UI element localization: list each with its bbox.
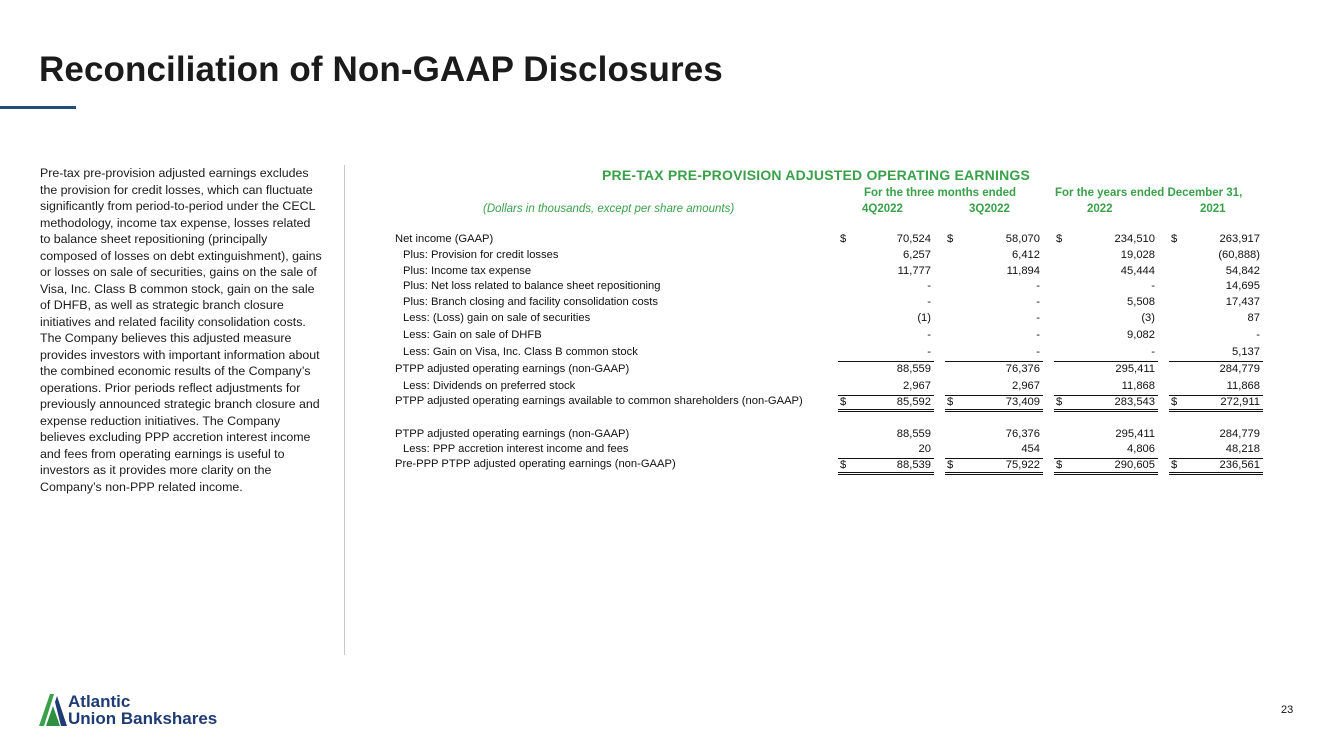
row-label: Less: PPP accretion interest income and fees xyxy=(403,443,629,455)
table-row xyxy=(395,280,1263,296)
dollar-sign: $ xyxy=(1056,396,1063,408)
dollar-sign: $ xyxy=(840,233,847,245)
cell-value: - xyxy=(927,280,931,292)
row-label: Pre-PPP PTPP adjusted operating earnings (non-GAAP) xyxy=(395,458,676,470)
page-title: Reconciliation of Non-GAAP Disclosures xyxy=(39,50,723,89)
cell-value: - xyxy=(927,329,931,341)
cell-value: 290,605 xyxy=(1114,459,1155,471)
table-row xyxy=(395,428,1263,444)
cell-value: 272,911 xyxy=(1220,396,1260,408)
table-row xyxy=(395,265,1263,281)
cell-value: 85,592 xyxy=(896,396,931,408)
dollar-sign: $ xyxy=(1056,459,1063,471)
table-row xyxy=(395,395,1263,411)
cell-value: (60,888) xyxy=(1218,249,1260,261)
cell-value: 234,510 xyxy=(1114,233,1155,245)
cell-value: 87 xyxy=(1247,312,1260,324)
logo-mark-icon xyxy=(39,692,67,728)
cell-value: - xyxy=(1036,280,1040,292)
dollar-sign: $ xyxy=(947,459,954,471)
table-row xyxy=(395,458,1263,474)
cell-value: - xyxy=(1036,346,1040,358)
cell-value: 11,868 xyxy=(1226,380,1260,392)
col-header-4q2022: 4Q2022 xyxy=(862,203,903,215)
cell-value: 11,894 xyxy=(1006,265,1040,277)
cell-value: - xyxy=(1036,329,1040,341)
row-label: PTPP adjusted operating earnings available to common shareholders (non-GAAP) xyxy=(395,395,803,407)
cell-value: - xyxy=(1256,329,1260,341)
cell-value: - xyxy=(1036,296,1040,308)
cell-value: - xyxy=(1151,280,1155,292)
cell-value: 295,411 xyxy=(1115,428,1155,440)
cell-value: 284,779 xyxy=(1219,363,1260,375)
table-row xyxy=(395,443,1263,459)
cell-value: 54,842 xyxy=(1225,265,1260,277)
cell-value: 236,561 xyxy=(1219,459,1260,471)
cell-value: 76,376 xyxy=(1005,428,1040,440)
cell-value: - xyxy=(927,296,931,308)
dollar-sign: $ xyxy=(947,396,954,408)
cell-value: 14,695 xyxy=(1225,280,1260,292)
table-title: PRE-TAX PRE-PROVISION ADJUSTED OPERATING EARNINGS xyxy=(601,167,1031,183)
page-number: 23 xyxy=(1281,704,1294,716)
col-header-3q2022: 3Q2022 xyxy=(969,203,1010,215)
table-units-note: (Dollars in thousands, except per share amounts) xyxy=(483,203,735,215)
row-label: Less: (Loss) gain on sale of securities xyxy=(403,312,591,324)
row-label: Less: Dividends on preferred stock xyxy=(403,380,576,392)
table-row xyxy=(395,233,1263,249)
cell-value: 20 xyxy=(918,443,931,455)
cell-value: 76,376 xyxy=(1005,363,1040,375)
vertical-divider xyxy=(344,165,345,655)
cell-value: 6,412 xyxy=(1012,249,1040,261)
cell-value: 19,028 xyxy=(1120,249,1155,261)
cell-value: 48,218 xyxy=(1225,443,1260,455)
row-label: Plus: Branch closing and facility consolidation costs xyxy=(403,296,658,308)
table-row xyxy=(395,296,1263,312)
dollar-sign: $ xyxy=(1056,233,1063,245)
cell-value: 75,922 xyxy=(1005,459,1040,471)
cell-value: - xyxy=(1036,312,1040,324)
cell-value: 4,806 xyxy=(1127,443,1155,455)
col-header-2021: 2021 xyxy=(1200,203,1226,215)
cell-value: - xyxy=(927,346,931,358)
cell-value: 58,070 xyxy=(1005,233,1040,245)
company-logo xyxy=(39,690,269,730)
table-row xyxy=(395,329,1263,345)
dollar-sign: $ xyxy=(947,233,954,245)
row-label: Plus: Net loss related to balance sheet repositioning xyxy=(403,280,661,292)
cell-value: 70,524 xyxy=(896,233,931,245)
cell-value: 295,411 xyxy=(1115,363,1155,375)
dollar-sign: $ xyxy=(840,459,847,471)
logo-text-line1: Atlantic xyxy=(68,692,131,711)
logo-text-line2: Union Bankshares xyxy=(68,709,218,728)
row-label: PTPP adjusted operating earnings (non-GAAP) xyxy=(395,363,630,375)
table-row xyxy=(395,380,1263,396)
cell-value: (3) xyxy=(1141,312,1155,324)
header-three-months: For the three months ended xyxy=(864,187,1017,199)
row-label: PTPP adjusted operating earnings (non-GAAP) xyxy=(395,428,630,440)
cell-value: 9,082 xyxy=(1127,329,1155,341)
cell-value: 2,967 xyxy=(903,380,931,392)
dollar-sign: $ xyxy=(1171,459,1178,471)
table-row xyxy=(395,346,1263,362)
row-label: Less: Gain on sale of DHFB xyxy=(403,329,542,341)
dollar-sign: $ xyxy=(1171,233,1178,245)
cell-value: 283,543 xyxy=(1114,396,1155,408)
cell-value: 11,868 xyxy=(1121,380,1155,392)
cell-value: 73,409 xyxy=(1005,396,1040,408)
cell-value: 454 xyxy=(1021,443,1040,455)
cell-value: 88,539 xyxy=(896,459,931,471)
table-row xyxy=(395,363,1263,379)
cell-value: 263,917 xyxy=(1219,233,1260,245)
cell-value: (1) xyxy=(917,312,931,324)
cell-value: 11,777 xyxy=(897,265,931,277)
cell-value: 284,779 xyxy=(1219,428,1260,440)
table-row xyxy=(395,312,1263,328)
cell-value: 5,137 xyxy=(1232,346,1260,358)
row-label: Net income (GAAP) xyxy=(395,233,494,245)
dollar-sign: $ xyxy=(840,396,847,408)
cell-value: 5,508 xyxy=(1127,296,1155,308)
cell-value: 88,559 xyxy=(896,428,931,440)
cell-value: 6,257 xyxy=(903,249,931,261)
row-label: Plus: Income tax expense xyxy=(403,265,532,277)
row-label: Plus: Provision for credit losses xyxy=(403,249,559,261)
cell-value: 17,437 xyxy=(1225,296,1260,308)
col-header-2022: 2022 xyxy=(1087,203,1113,215)
cell-value: 2,967 xyxy=(1012,380,1040,392)
cell-value: 88,559 xyxy=(896,363,931,375)
cell-value: 45,444 xyxy=(1120,265,1155,277)
title-underline xyxy=(0,106,76,109)
description-text: Pre-tax pre-provision adjusted earnings excludes the provision for credit losses, which can fluctuate significantly from period-to-period under the CECL methodology, income tax expense, losses related to balance sheet repositioning (principally composed of losses on debt extinguishment), gains or losses on sale of securities, gains on the sale of Visa, Inc. Class B common stock, gain on the sale of DHFB, as well as strategic branch closure initiatives and related facility consolidation costs. The Company believes this adjusted measure provides investors with important information about the combined economic results of the Company’s operations. Prior periods reflect adjustments for previously announced strategic branch closure and expense reduction initiatives. The Company believes excluding PPP accretion interest income and fees from operating earnings is useful to investors as it provides more clarity on the Company’s non-PPP related income. xyxy=(40,166,322,494)
header-years-ended: For the years ended December 31, xyxy=(1055,187,1243,199)
dollar-sign: $ xyxy=(1171,396,1178,408)
cell-value: - xyxy=(1151,346,1155,358)
table-row xyxy=(395,249,1263,265)
row-label: Less: Gain on Visa, Inc. Class B common stock xyxy=(403,346,638,358)
